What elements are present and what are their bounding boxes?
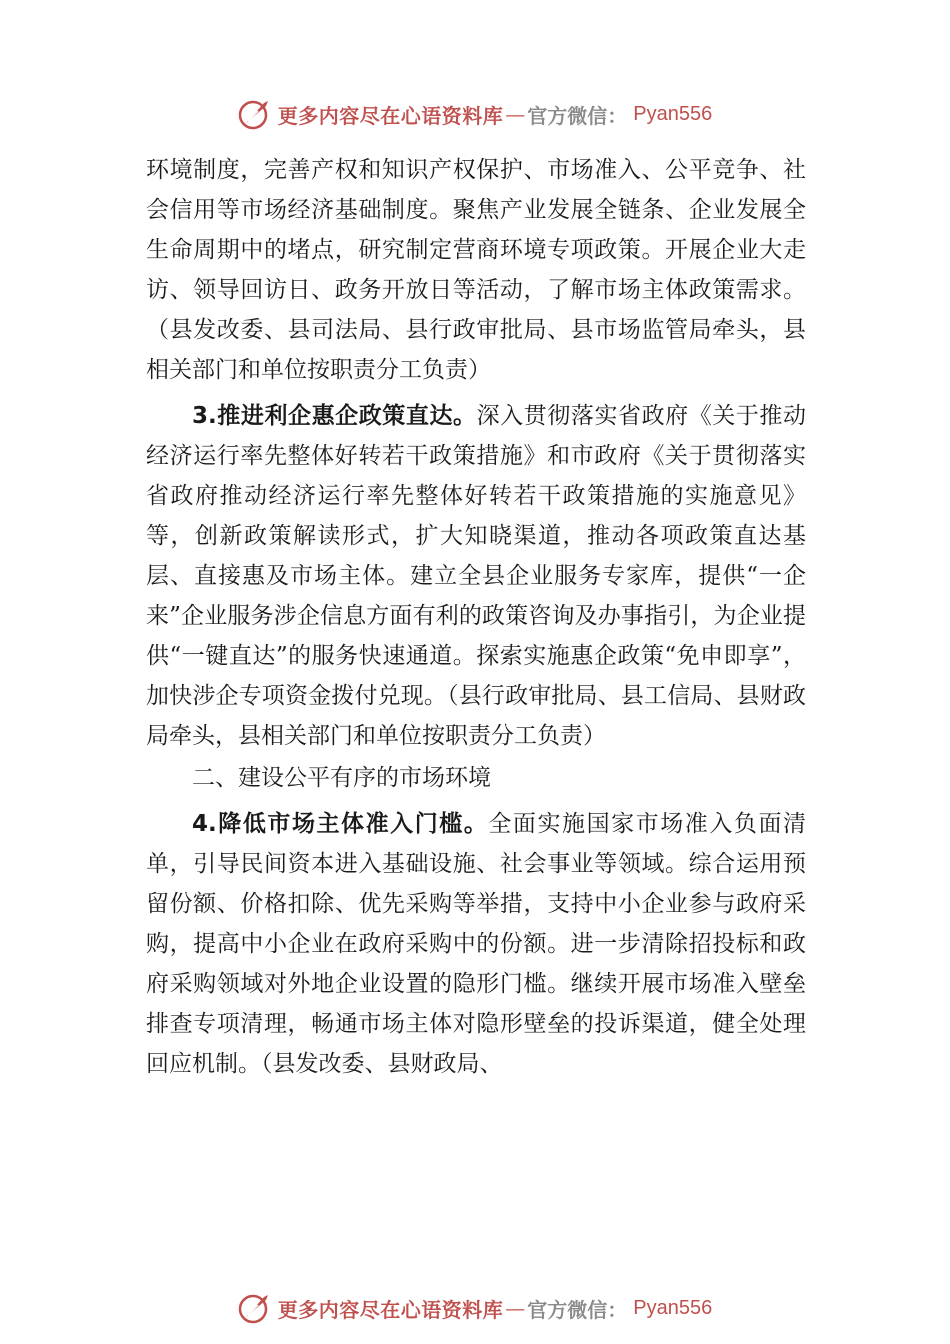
watermark-wechat-label: 官方微信： [527, 1297, 628, 1322]
watermark-wechat-id: Pyan556 [633, 102, 713, 125]
item-3-body: 深入贯彻落实省政府《关于推动经济运行率先整体好转若干政策措施》和市政府《关于贯彻落实省政府推动经济运行率先整体好转若干政策措施的实施意见》等，创新政策解读形式，扩大知晓渠道，推动各项政策直达基层、直接惠及市场主体。建立全县企业服务专家库，提供“一企来”企业服务涉企信息方面有利的政策咨询及办事指引，为企业提供“一键直达”的服务快速通道。探索实施惠企政策“免申即享”，加快涉企专项资金拨付兑现。（县行政审批局、县工信局、县财政局牵头，县相关部门和单位按职责分工负责） [146, 403, 807, 749]
watermark-dash: — [505, 1296, 526, 1320]
quill-logo-icon [238, 97, 272, 131]
watermark-wechat-id: Pyan556 [633, 1296, 713, 1319]
watermark-text: 更多内容尽在心语资料库 [277, 1297, 504, 1322]
footer-watermark [0, 1288, 950, 1328]
header-watermark [0, 94, 950, 134]
watermark-dash: — [505, 102, 526, 126]
watermark-text: 更多内容尽在心语资料库 [277, 103, 504, 128]
item-4-body: 全面实施国家市场准入负面清单，引导民间资本进入基础设施、社会事业等领域。综合运用预留份额、价格扣除、优先采购等举措，支持中小企业参与政府采购，提高中小企业在政府采购中的份额。进一步清除招投标和政府采购领域对外地企业设置的隐形门槛。继续开展市场准入壁垒排查专项清理，畅通市场主体对隐形壁垒的投诉渠道，健全处理回应机制。（县发改委、县财政局、 [146, 811, 807, 1077]
paragraph-item-4 [146, 804, 806, 1084]
section-heading: 二、建设公平有序的市场环境 [192, 765, 491, 791]
paragraph-item-3 [146, 396, 806, 756]
paragraph-continuation: 环境制度，完善产权和知识产权保护、市场准入、公平竞争、社会信用等市场经济基础制度。聚焦产业发展全链条、企业发展全生命周期中的堵点，研究制定营商环境专项政策。开展企业大走访、领导回访日、政务开放日等活动，了解市场主体政策需求。（县发改委、县司法局、县行政审批局、县市场监管局牵头，县相关部门和单位按职责分工负责） [146, 157, 806, 383]
document-body [146, 150, 806, 1084]
item-4-heading: 4.降低市场主体准入门槛。 [192, 811, 489, 837]
quill-logo-icon [238, 1291, 272, 1325]
item-3-heading: 3.推进利企惠企政策直达。 [192, 403, 477, 429]
watermark-wechat-label: 官方微信： [527, 103, 628, 128]
